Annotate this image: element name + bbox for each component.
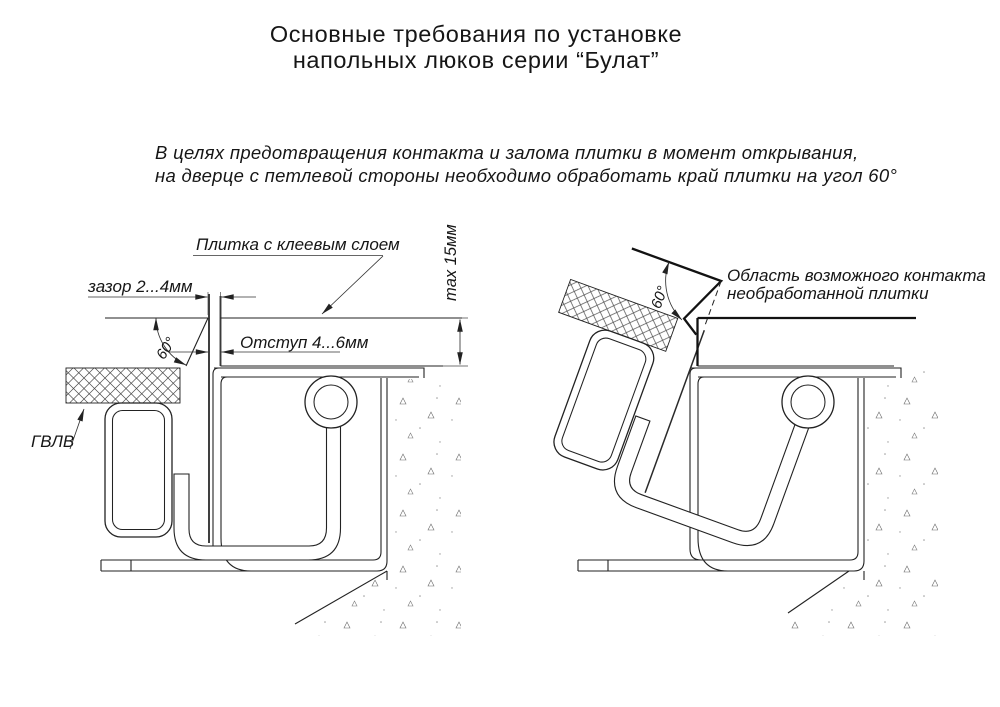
angle-label-left: 60° — [152, 334, 180, 363]
swing-arm-left — [174, 418, 341, 560]
tiles-right — [698, 318, 917, 366]
frame-wall-inner — [698, 377, 728, 571]
board-label: ГВЛВ — [31, 432, 75, 451]
hinge-pin-left — [305, 376, 357, 428]
door-tube-right — [549, 326, 658, 475]
angle-label-right: 60° — [647, 283, 672, 312]
annotations-right — [648, 262, 986, 320]
frame-wall-outer — [690, 368, 701, 560]
title-line-1: Основные требования по установке — [269, 21, 683, 47]
door-tube-left — [105, 403, 172, 537]
frame-wall-inner — [221, 377, 251, 571]
gap-label: зазор 2...4мм — [88, 277, 193, 296]
frame-wall-outer — [213, 368, 224, 560]
tile-label: Плитка с клеевым слоем — [196, 235, 400, 254]
hinge-pin-right — [782, 376, 834, 428]
offset-label: Отступ 4...6мм — [240, 333, 369, 352]
page-title — [270, 21, 682, 73]
contact-area-label-line-1: Область возможного контакта — [727, 266, 986, 285]
gvlv-board-left — [66, 368, 180, 403]
instruction-note — [155, 142, 897, 186]
title-line-2: напольных люков серии “Булат” — [292, 47, 660, 73]
extension-lines-max — [443, 318, 468, 366]
tile-leader — [322, 256, 383, 314]
door-tile-bevel — [186, 318, 208, 366]
max-thickness-label: max 15мм — [442, 224, 460, 301]
board-leader — [70, 409, 84, 449]
note-line-1: В целях предотвращения контакта и залома плитки в момент открывания, — [155, 142, 859, 163]
right-view-open-hatch — [505, 232, 986, 636]
note-line-2: на дверце с петлевой стороны необходимо обработать край плитки на угол 60° — [155, 165, 898, 186]
left-view-closed-hatch — [31, 224, 468, 636]
contact-area-label-line-2: необработанной плитки — [727, 284, 929, 303]
